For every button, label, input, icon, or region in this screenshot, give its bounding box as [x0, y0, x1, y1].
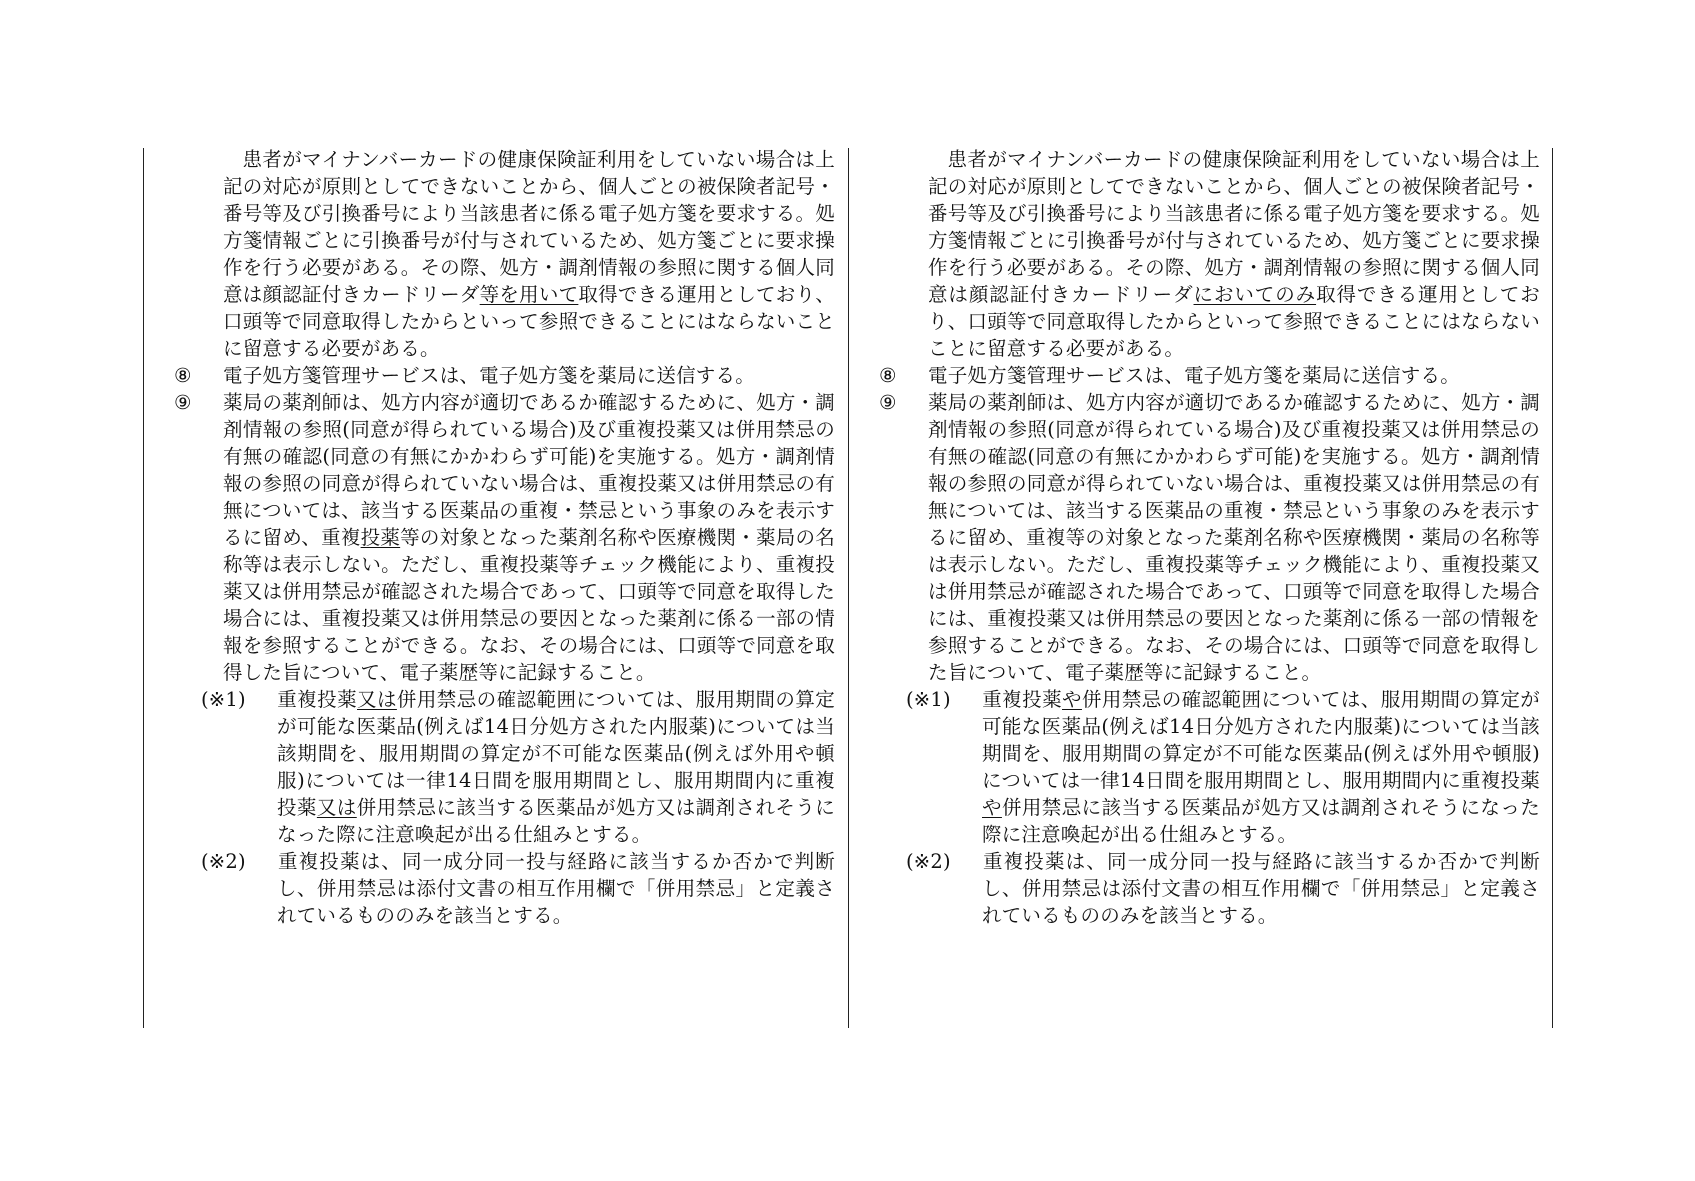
right-note-1-text-end: 併用禁忌に該当する医薬品が処方又は調剤されそうになった際に注意喚起が出る仕組みとする。 — [982, 796, 1540, 846]
left-item-9-text-cont: 等の対象となった薬剤名称や医療機関・薬局の名称等は表示しない。ただし、重複投薬等チェック機能により、重複投薬又は併用禁忌が確認された場合であって、口頭等で同意を取得した場合には、重複投薬又は併用禁忌の要因となった薬剤に係る一部の情報を参照することができる。なお、その場合には、口頭等で同意を取得した旨について、電子薬歴等に記録すること。 — [223, 526, 836, 684]
right-item-9-number: ⑨ — [879, 391, 897, 414]
right-item-8-text: 電子処方箋管理サービスは、電子処方箋を薬局に送信する。 — [928, 364, 1460, 387]
left-note-1-text: 重複投薬 — [277, 688, 358, 711]
left-item-9-underlined: 投薬 — [360, 526, 401, 549]
left-column — [174, 146, 836, 929]
right-note-2-text: 重複投薬は、同一成分同一投与経路に該当するか否かで判断し、併用禁忌は添付文書の相互作用欄で「併用禁忌」と定義されているもののみを該当とする。 — [982, 850, 1540, 927]
right-intro-underlined: においてのみ — [1193, 283, 1317, 306]
right-item-8-number: ⑧ — [879, 364, 897, 387]
left-note-1-label: (※1) — [201, 688, 246, 711]
right-intro-paragraph — [928, 146, 1540, 362]
left-note-1-text-end: 併用禁忌に該当する医薬品が処方又は調剤されそうになった際に注意喚起が出る仕組みとする。 — [277, 796, 835, 846]
right-item-9 — [879, 389, 1540, 686]
left-item-9-text: 薬局の薬剤師は、処方内容が適切であるか確認するために、処方・調剤情報の参照(同意が得られている場合)及び重複投薬又は併用禁忌の有無の確認(同意の有無にかかわらず可能)を実施する。処方・調剤情報の参照の同意が得られていない場合は、重複投薬又は併用禁忌の有無については、該当する医薬品の重複・禁忌という事象のみを表示するに留め、重複 — [223, 391, 835, 549]
right-note-1-text: 重複投薬 — [982, 688, 1063, 711]
column-divider-rule — [848, 148, 849, 1028]
left-item-8-number: ⑧ — [174, 364, 192, 387]
right-note-1-text-cont: 併用禁忌の確認範囲については、服用期間の算定が可能な医薬品(例えば14日分処方された内服薬)については当該期間を、服用期間の算定が不可能な医薬品(例えば外用や頓服)については一律14日間を服用期間とし、服用期間内に重複投薬 — [982, 688, 1540, 792]
left-note-1-underlined-1: 又は — [357, 688, 397, 711]
left-intro-text: 患者がマイナンバーカードの健康保険証利用をしていない場合は上記の対応が原則としてできないことから、個人ごとの被保険者記号・番号等及び引換番号により当該患者に係る電子処方箋を要求する。処方箋情報ごとに引換番号が付与されているため、処方箋ごとに要求操作を行う必要がある。その際、処方・調剤情報の参照に関する個人同意は顔認証付きカードリーダ — [223, 148, 835, 306]
left-note-2 — [201, 848, 835, 929]
left-note-1-text-cont: 併用禁忌の確認範囲については、服用期間の算定が可能な医薬品(例えば14日分処方された内服薬)については当該期間を、服用期間の算定が不可能な医薬品(例えば外用や頓服)については一律14日間を服用期間とし、服用期間内に重複投薬 — [277, 688, 835, 819]
left-intro-text-cont: 取得できる運用としており、口頭等で同意取得したからといって参照できることにはならないことに留意する必要がある。 — [223, 283, 835, 360]
right-note-2-label: (※2) — [906, 850, 951, 873]
right-note-1-underlined-1: や — [1062, 688, 1082, 711]
left-item-9 — [174, 389, 835, 686]
left-note-1 — [201, 686, 835, 848]
left-note-2-text: 重複投薬は、同一成分同一投与経路に該当するか否かで判断し、併用禁忌は添付文書の相互作用欄で「併用禁忌」と定義されているもののみを該当とする。 — [277, 850, 835, 927]
left-item-9-number: ⑨ — [174, 391, 192, 414]
left-intro-paragraph — [223, 146, 835, 362]
right-note-1-underlined-2: や — [982, 796, 1002, 819]
right-note-2 — [906, 848, 1540, 929]
left-item-8 — [174, 362, 835, 389]
left-note-1-underlined-2: 又は — [316, 796, 357, 819]
right-intro-text-cont: 取得できる運用としており、口頭等で同意取得したからといって参照できることにはならないことに留意する必要がある。 — [928, 283, 1540, 360]
right-note-1-label: (※1) — [906, 688, 951, 711]
right-item-9-text: 薬局の薬剤師は、処方内容が適切であるか確認するために、処方・調剤情報の参照(同意が得られている場合)及び重複投薬又は併用禁忌の有無の確認(同意の有無にかかわらず可能)を実施する。処方・調剤情報の参照の同意が得られていない場合は、重複投薬又は併用禁忌の有無については、該当する医薬品の重複・禁忌という事象のみを表示するに留め、重複等の対象となった薬剤名称や医療機関・薬局の名称等は表示しない。ただし、重複投薬等チェック機能により、重複投薬又は併用禁忌が確認された場合であって、口頭等で同意を取得した場合には、重複投薬又は併用禁忌の要因となった薬剤に係る一部の情報を参照することができる。なお、その場合には、口頭等で同意を取得した旨について、電子薬歴等に記録すること。 — [928, 391, 1540, 684]
right-intro-text: 患者がマイナンバーカードの健康保険証利用をしていない場合は上記の対応が原則としてできないことから、個人ごとの被保険者記号・番号等及び引換番号により当該患者に係る電子処方箋を要求する。処方箋情報ごとに引換番号が付与されているため、処方箋ごとに要求操作を行う必要がある。その際、処方・調剤情報の参照に関する個人同意は顔認証付きカードリーダ — [928, 148, 1540, 306]
left-column-outer-rule — [143, 148, 144, 1028]
left-intro-underlined: 等を用いて — [479, 283, 579, 306]
right-column-outer-rule — [1552, 148, 1553, 1028]
right-column — [879, 146, 1540, 929]
right-item-8 — [879, 362, 1540, 389]
left-note-2-label: (※2) — [201, 850, 246, 873]
right-note-1 — [906, 686, 1540, 848]
left-item-8-text: 電子処方箋管理サービスは、電子処方箋を薬局に送信する。 — [223, 364, 755, 387]
